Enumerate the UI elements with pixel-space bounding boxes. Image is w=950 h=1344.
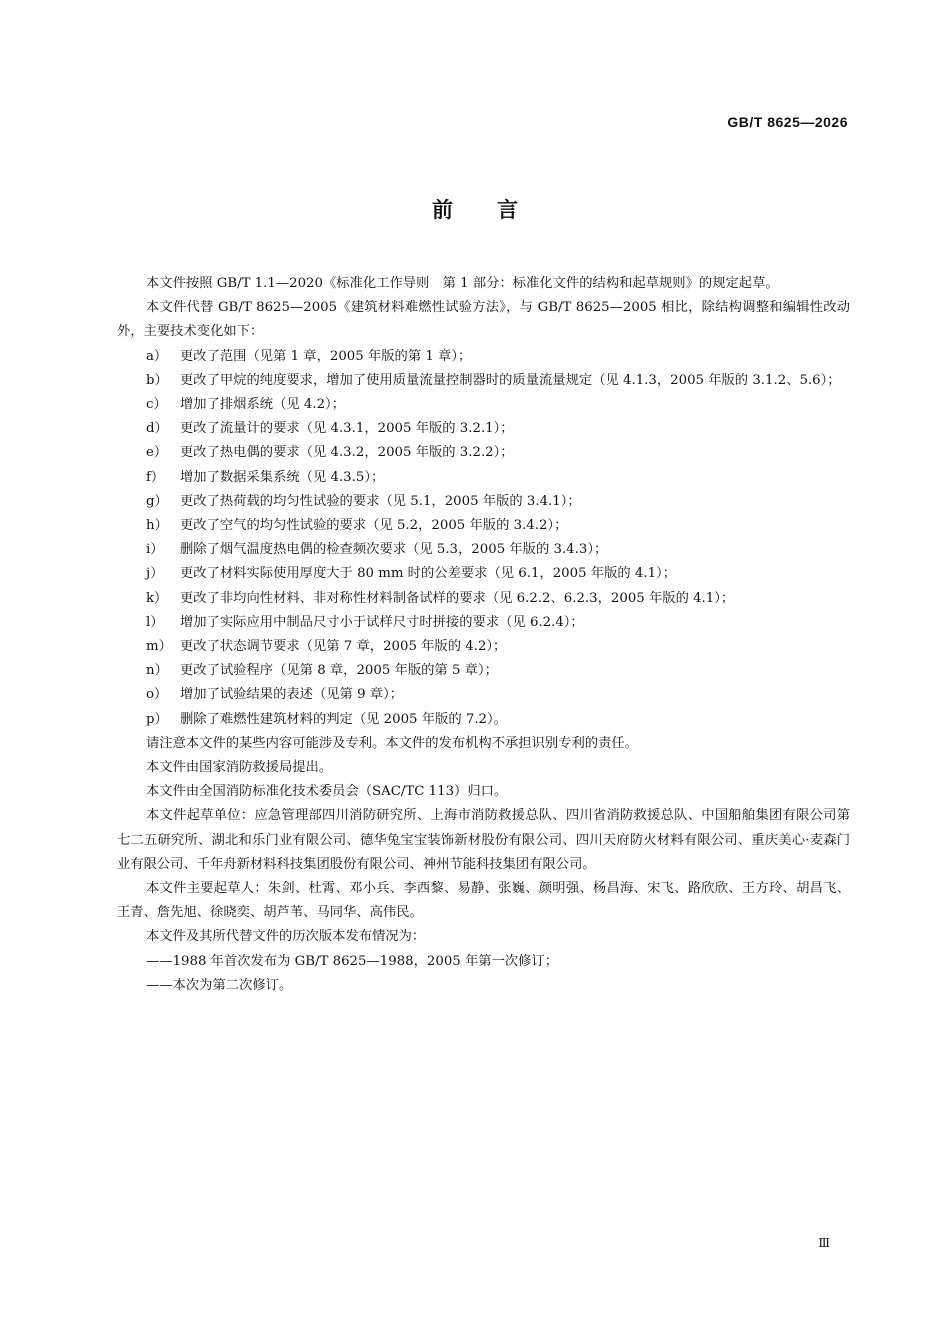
- history-item: ——本次为第二次修订。: [146, 977, 293, 993]
- change-item-text: 更改了状态调节要求（见第 7 章，2005 年版的 4.2）；: [180, 639, 507, 655]
- change-item-text: 增加了排烟系统（见 4.2）；: [180, 397, 345, 413]
- change-item-text: 更改了热电偶的要求（见 4.3.2，2005 年版的 3.2.2）；: [180, 445, 514, 461]
- change-item-text: 更改了材料实际使用厚度大于 80 mm 时的公差要求（见 6.1，2005 年版的 4.1）；: [180, 566, 676, 582]
- drafters: 本文件主要起草人：朱剑、杜霄、邓小兵、李西黎、易静、张巍、颜明强、杨昌海、宋飞、路欣欣、王方玲、胡昌飞、王青、詹先旭、徐晓奕、胡芦苇、马同华、高伟民。: [117, 881, 850, 921]
- drafting-units: 本文件起草单位：应急管理部四川消防研究所、上海市消防救援总队、四川省消防救援总队、中国船舶集团有限公司第七二五研究所、湖北和乐门业有限公司、德华兔宝宝装饰新材股份有限公司、四川天府防火材料有限公司、重庆美心·麦森门业有限公司、千年舟新材料科技集团股份有限公司、神州节能科技集团有限公司。: [117, 808, 850, 872]
- change-item-marker: a）: [146, 348, 168, 364]
- change-item-marker: k）: [146, 590, 168, 606]
- change-item: [117, 490, 850, 514]
- change-item-marker: f）: [146, 469, 165, 485]
- change-item-marker: i）: [146, 542, 164, 558]
- proposer-note: 本文件由国家消防救援局提出。: [146, 760, 333, 776]
- document-body: [117, 272, 850, 998]
- intro-paragraph: 本文件按照 GB/T 1.1—2020《标准化工作导则 第 1 部分：标准化文件的结构和起草规则》的规定起草。: [146, 276, 779, 291]
- page-number: Ⅲ: [818, 1236, 830, 1250]
- change-item-marker: j）: [146, 566, 164, 582]
- change-item: [117, 369, 850, 393]
- changes-list: [117, 345, 850, 732]
- change-item-marker: n）: [146, 663, 168, 679]
- change-item: [117, 683, 850, 707]
- change-item: [117, 587, 850, 611]
- change-item-marker: g）: [146, 493, 168, 509]
- change-item: [117, 393, 850, 417]
- change-item-text: 增加了数据采集系统（见 4.3.5）；: [180, 469, 385, 485]
- change-item-marker: d）: [146, 421, 168, 437]
- change-item: [117, 562, 850, 586]
- standard-code: GB/T 8625—2026: [727, 114, 848, 130]
- change-item-text: 删除了难燃性建筑材料的判定（见 2005 年版的 7.2）。: [180, 711, 507, 727]
- change-item-text: 更改了甲烷的纯度要求，增加了使用质量流量控制器时的质量流量规定（见 4.1.3，2005 年版的 3.1.2、5.6）；: [180, 372, 841, 388]
- change-item-marker: m）: [146, 639, 172, 655]
- patent-note: 请注意本文件的某些内容可能涉及专利。本文件的发布机构不承担识别专利的责任。: [146, 735, 638, 751]
- change-item-text: 更改了非均向性材料、非对称性材料制备试样的要求（见 6.2.2、6.2.3，2005 年版的 4.1）；: [180, 590, 735, 606]
- change-item-text: 增加了实际应用中制品尺寸小于试样尺寸时拼接的要求（见 6.2.4）；: [180, 614, 584, 630]
- history-intro: 本文件及其所代替文件的历次版本发布情况为：: [146, 929, 426, 945]
- change-item-marker: e）: [146, 445, 168, 461]
- change-item: [117, 635, 850, 659]
- change-item: [117, 345, 850, 369]
- change-item-text: 删除了烟气温度热电偶的检查频次要求（见 5.3，2005 年版的 3.4.3）；: [180, 542, 608, 558]
- change-item: [117, 514, 850, 538]
- change-item-marker: b）: [146, 372, 168, 388]
- change-item-marker: l）: [146, 614, 164, 630]
- change-item: [117, 466, 850, 490]
- change-item-marker: p）: [146, 711, 168, 727]
- history-item: ——1988 年首次发布为 GB/T 8625—1988，2005 年第一次修订；: [146, 953, 559, 969]
- change-item-text: 更改了空气的均匀性试验的要求（见 5.2，2005 年版的 3.4.2）；: [180, 518, 568, 534]
- page-title: 前言: [432, 198, 562, 222]
- change-item-text: 增加了试验结果的表述（见第 9 章）；: [180, 687, 404, 703]
- intro-paragraph: 本文件代替 GB/T 8625—2005《建筑材料难燃性试验方法》，与 GB/T 8625—2005 相比，除结构调整和编辑性改动外，主要技术变化如下：: [117, 300, 850, 340]
- change-item: [117, 441, 850, 465]
- change-item: [117, 538, 850, 562]
- change-item-text: 更改了热荷载的均匀性试验的要求（见 5.1，2005 年版的 3.4.1）；: [180, 493, 581, 509]
- change-item-marker: o）: [146, 687, 168, 703]
- change-item-marker: c）: [146, 397, 167, 413]
- change-item: [117, 659, 850, 683]
- change-item: [117, 417, 850, 441]
- change-item-text: 更改了流量计的要求（见 4.3.1，2005 年版的 3.2.1）；: [180, 421, 514, 437]
- change-item: [117, 708, 850, 732]
- change-item-text: 更改了试验程序（见第 8 章，2005 年版的第 5 章）；: [180, 663, 498, 679]
- committee-note: 本文件由全国消防标准化技术委员会（SAC/TC 113）归口。: [146, 784, 508, 800]
- change-item-marker: h）: [146, 518, 168, 534]
- change-item: [117, 611, 850, 635]
- change-item-text: 更改了范围（见第 1 章，2005 年版的第 1 章）；: [180, 348, 472, 364]
